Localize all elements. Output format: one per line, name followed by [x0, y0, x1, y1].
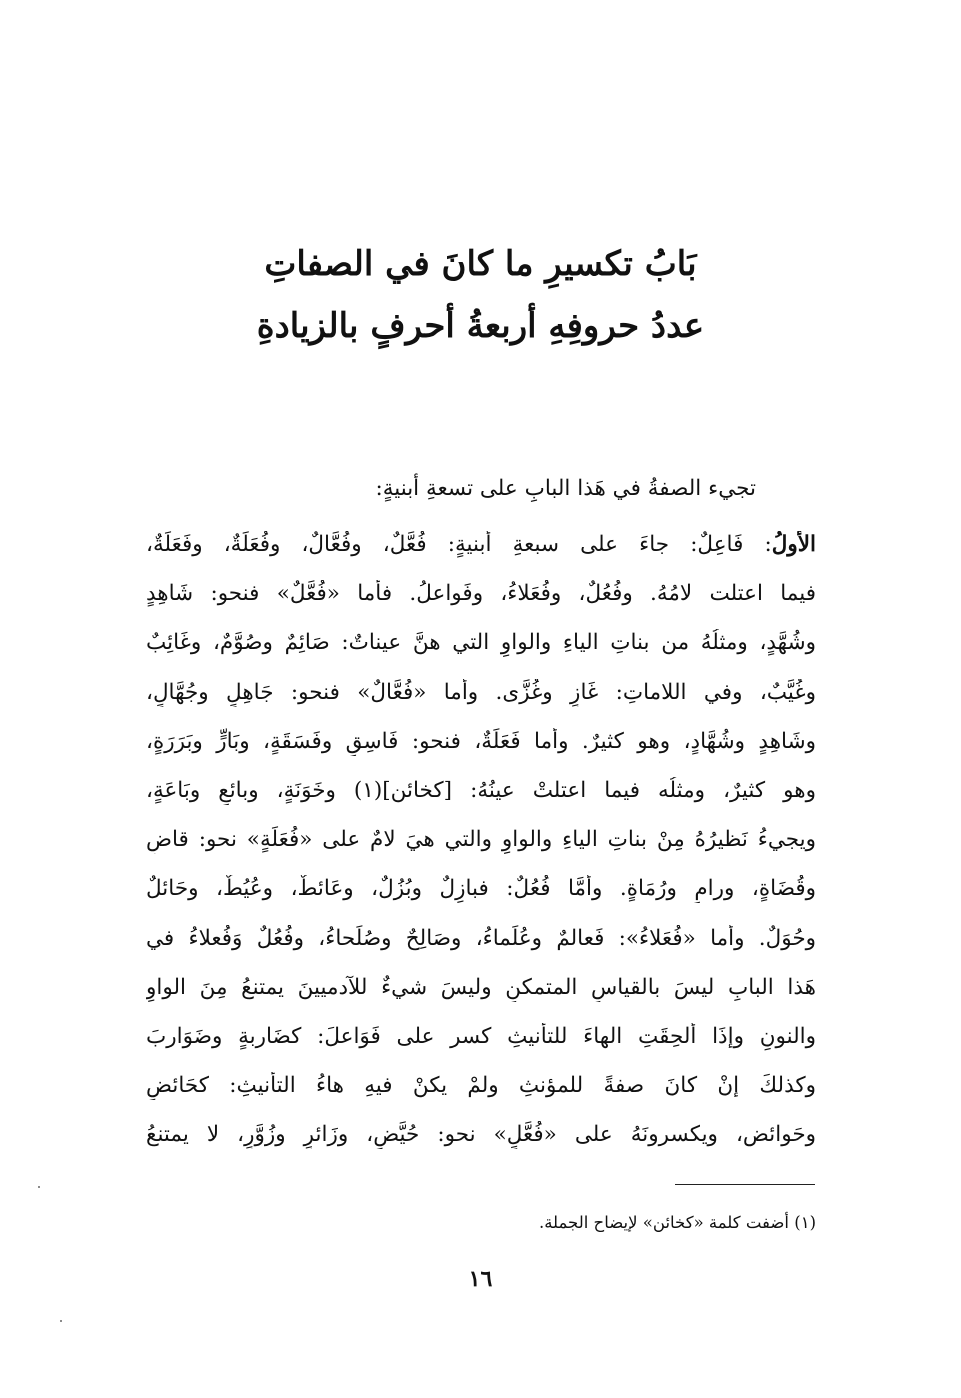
- body-line-text: وشَاهِدٍ وشُهَّادٍ، وهو كثيرٌ. وأما فَعَلَةٌ، فنحو: فَاسِقٍ وفَسَقَةٍ، وبَارٍّ وبَرَرَةٍ،: [146, 728, 816, 754]
- chapter-title-line-1: بَابُ تكسيرِ ما كانَ في الصفاتِ: [264, 244, 697, 284]
- body-line-text: فيما اعتلت لامُهُ. وفُعُلٌ، وفُعَلاءُ، وفَواعلُ. فأما «فُعَّلٌ» فنحو: شَاهِدٍ: [146, 581, 816, 607]
- body-line: [146, 875, 816, 903]
- body-line-text: : فَاعِلٌ: جاءَ على سبعةِ أبنيةٍ: فُعَّلٌ، وفُعَّالٌ، وفُعَلَةٌ، وفَعَلَةٌ،: [146, 532, 772, 557]
- body-line-text: وشُهَّدٍ، ومثلُهُ من بناتِ الياءِ والواوِ التي هنَّ عيناتٌ: صَائِمٌ وصُوَّمٌ، وغَائِبٌ: [146, 630, 816, 656]
- section-lead-word: الأولُ: [771, 532, 816, 557]
- body-line: [146, 1121, 816, 1149]
- body-line: [146, 679, 816, 707]
- body-line-text: والنونِ وإذَا أُلحِقَتِ الهاءَ للتأنيثِ كسر على فَوَاعلَ: كضَاربةٍ وضَوَاربَ: [146, 1024, 816, 1049]
- body-line-text: وكذلكَ إنْ كانَ صفةً للمؤنثِ ولمْ يكنْ فيهِ هاءُ التأنيثِ: كحَائضٍ: [146, 1073, 816, 1099]
- body-line-text: وحَوائض، ويكسرونَهُ على «فُعَّلٍ» نحو: حُيَّضٍ، وزَائرٍ وزُوَّرٍ، لا يمتنعُ: [146, 1122, 816, 1148]
- body-line-text: هَذا البابِ ليسَ بالقياسِ المتمكنِ وليسَ شيءٌ للآدميينَ يمتنعُ مِنَ الواوِ: [146, 974, 816, 1000]
- page-number: ١٦: [468, 1266, 493, 1292]
- chapter-title-line-2: عددُ حروفِهِ أربعةُ أحرفٍ بالزيادةِ: [256, 306, 705, 346]
- body-line-text: وقُضَاةٍ، ورامٍ ورُمَاةٍ. وأَمَّا فُعُلٌ: فبازِلٌ وبُزُلٌ، وعَائطٌ، وعُيُطٌ، وحَائلٌ: [146, 876, 816, 902]
- footnote-separator: [675, 1184, 815, 1185]
- body-line-text: وحُوَلٌ. وأما «فُعَلاءُ»: فَعالمٌ وعُلَماءُ، وصَالِحٌ وصُلَحاءُ، وفُعُلٌ وَفُعلاءُ في: [146, 925, 816, 951]
- body-line-text: وهو كثيرٌ، ومثلُه فيما اعتلتْ عينُهُ: [كخائن](١) وخَوَنَةٍ، وبائعٍ وبَاعَةٍ،: [146, 778, 816, 803]
- body-line: [146, 531, 816, 559]
- scan-speck: [60, 1320, 62, 1322]
- body-line: [146, 629, 816, 657]
- body-line: [146, 826, 816, 854]
- body-line-text: وغُيَّبٌ، وفي اللاماتِ: غَازٍ وغُزَّى. وأما «فُعَّالٌ» فنحو: جَاهِلٍ وجُهَّالٍ،: [146, 679, 816, 705]
- intro-sentence: تجيء الصفةُ في هَذا البابِ على تسعةِ أبنيةٍ:: [375, 476, 756, 501]
- body-line: [146, 925, 816, 953]
- body-line: [146, 777, 816, 805]
- body-line: [146, 580, 816, 608]
- body-line: [146, 1072, 816, 1100]
- body-line: [146, 974, 816, 1002]
- body-line-text: ويجيءُ نَظيرُهُ مِنْ بناتِ الياءِ والواوِ والتي هيَ لامٌ على «فُعَلَةٍ» نحو: قاضٍ: [146, 827, 816, 853]
- body-line: [146, 1023, 816, 1051]
- footnote: (١) أضفت كلمة «كخائن» لإيضاح الجملة.: [538, 1213, 816, 1232]
- scan-speck: [38, 1186, 40, 1188]
- body-line: [146, 728, 816, 756]
